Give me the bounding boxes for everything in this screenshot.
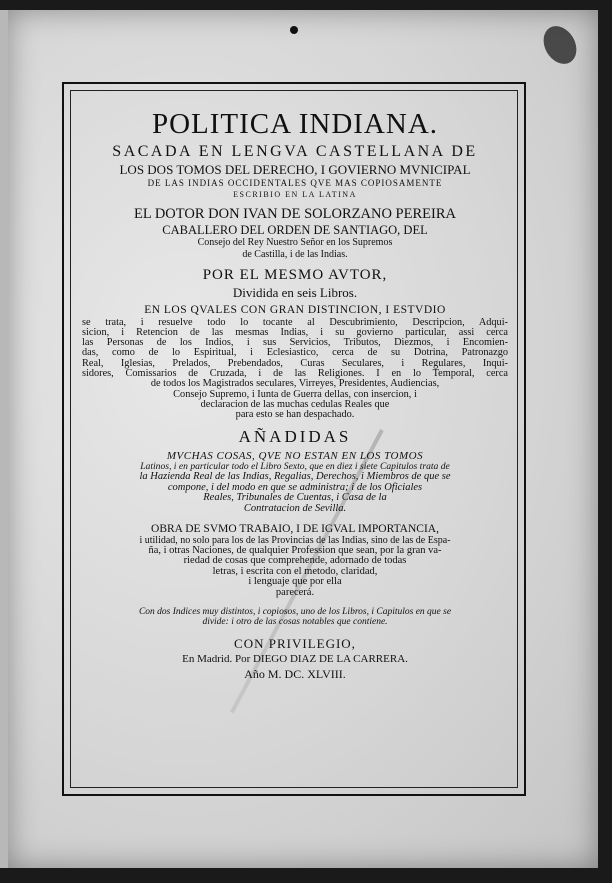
description-line: sidores, Comissarios de Cruzada, i de las Religiones. I en lo Temporal, cerca	[82, 367, 508, 379]
imprint-line: En Madrid. Por DIEGO DIAZ DE LA CARRERA.	[182, 653, 408, 666]
author-line-2: CABALLERO DEL ORDEN DE SANTIAGO, DEL	[162, 222, 428, 237]
ink-dot	[290, 26, 298, 34]
description-line: EN LOS QVALES CON GRAN DISTINCION, I ESTVDIO	[144, 304, 446, 316]
added-line: Reales, Tribunales de Cuentas, i Casa de la	[203, 492, 387, 504]
work-line: OBRA DE SVMO TRABAIO, I DE IGVAL IMPORTANCIA,	[151, 523, 439, 536]
work-line: riedad de cosas que comprehende, adornado de todas	[183, 555, 407, 567]
description-line: das, como de lo Espiritual, i Eclesiastico, cerca de su Dotrina, Patronazgo	[82, 347, 508, 359]
added-heading: AÑADIDAS	[238, 427, 352, 447]
indices-block	[80, 608, 510, 627]
main-title: POLITICA INDIANA.	[151, 108, 439, 140]
title-page-text	[80, 110, 510, 680]
work-line: ña, i otras Naciones, de qualquier Profession que sean, por la gran va-	[148, 544, 442, 556]
added-line: MVCHAS COSAS, QVE NO ESTAN EN LOS TOMOS	[166, 450, 424, 463]
work-line: i lenguaje que por ella	[248, 576, 342, 588]
author-line-3: Consejo del Rey Nuestro Señor en los Supremos	[197, 237, 393, 248]
by-same-author: POR EL MESMO AVTOR,	[202, 267, 388, 283]
work-line: parecerá.	[275, 586, 315, 598]
description-line: de todos los Magistrados seculares, Virreyes, Presidentes, Audiencias,	[150, 378, 440, 390]
work-block	[80, 524, 510, 598]
indices-line: divide: i otro de las cosas notables que contiene.	[202, 616, 388, 627]
description-line: Real, Iglesias, Prelados, Prebendados, Curas Seculares, i Regulares, Inqui-	[82, 357, 508, 369]
author-line-1: EL DOTOR DON IVAN DE SOLORZANO PEREIRA	[134, 206, 456, 222]
description-line: Consejo Supremo, i Iunta de Guerra dellas, con insercion, i	[173, 388, 417, 400]
added-block	[80, 451, 510, 514]
work-line: letras, i escrita con el metodo, claridad,	[212, 565, 378, 577]
description-block	[80, 305, 510, 420]
description-line: se trata, i resuelve todo lo tocante al Descubrimiento, Descripcion, Adqui-	[82, 316, 508, 328]
description-line: para esto se han despachado.	[235, 409, 355, 421]
added-line: Contratacion de Sevilla.	[243, 502, 347, 514]
divided-books: Dividida en seis Libros.	[232, 285, 358, 300]
work-line: i utilidad, no solo para los de las Provincias de las Indias, sino de las de Espa-	[139, 534, 451, 546]
subtitle-line-3: DE LAS INDIAS OCCIDENTALES QVE MAS COPIOSAMENTE	[147, 178, 443, 188]
year-line: Año M. DC. XLVIII.	[244, 667, 346, 682]
subtitle-line-2: LOS DOS TOMOS DEL DERECHO, I GOVIERNO MVNICIPAL	[119, 162, 471, 177]
subtitle-line-1: SACADA EN LENGVA CASTELLANA DE	[112, 143, 478, 160]
indices-line: Con dos Indices muy distintos, i copiosos, uno de los Libros, i Capitulos en que se	[138, 607, 452, 618]
subtitle-line-4: ESCRIBIO EN LA LATINA	[233, 190, 357, 199]
description-line: las Personas de los Indios, i sus Servicios, Tributos, Diezmos, i Encomien-	[82, 337, 508, 349]
description-line: declaracion de las muchas cedulas Reales que	[200, 398, 390, 410]
author-line-4: de Castilla, i de las Indias.	[242, 249, 348, 260]
added-line: la Hazienda Real de las Indias, Regalias, Derechos, i Miembros de que se	[139, 471, 451, 483]
added-line: compone, i del modo en que se administra; i de los Oficiales	[167, 481, 423, 493]
privilege-line: CON PRIVILEGIO,	[234, 636, 356, 652]
description-line: sicion, i Retencion de las mesmas Indias, i su govierno particular, assi cerca	[82, 326, 508, 338]
added-line: Latinos, i en particular todo el Libro Sexto, que en diez i siete Capitulos trata de	[140, 461, 450, 473]
